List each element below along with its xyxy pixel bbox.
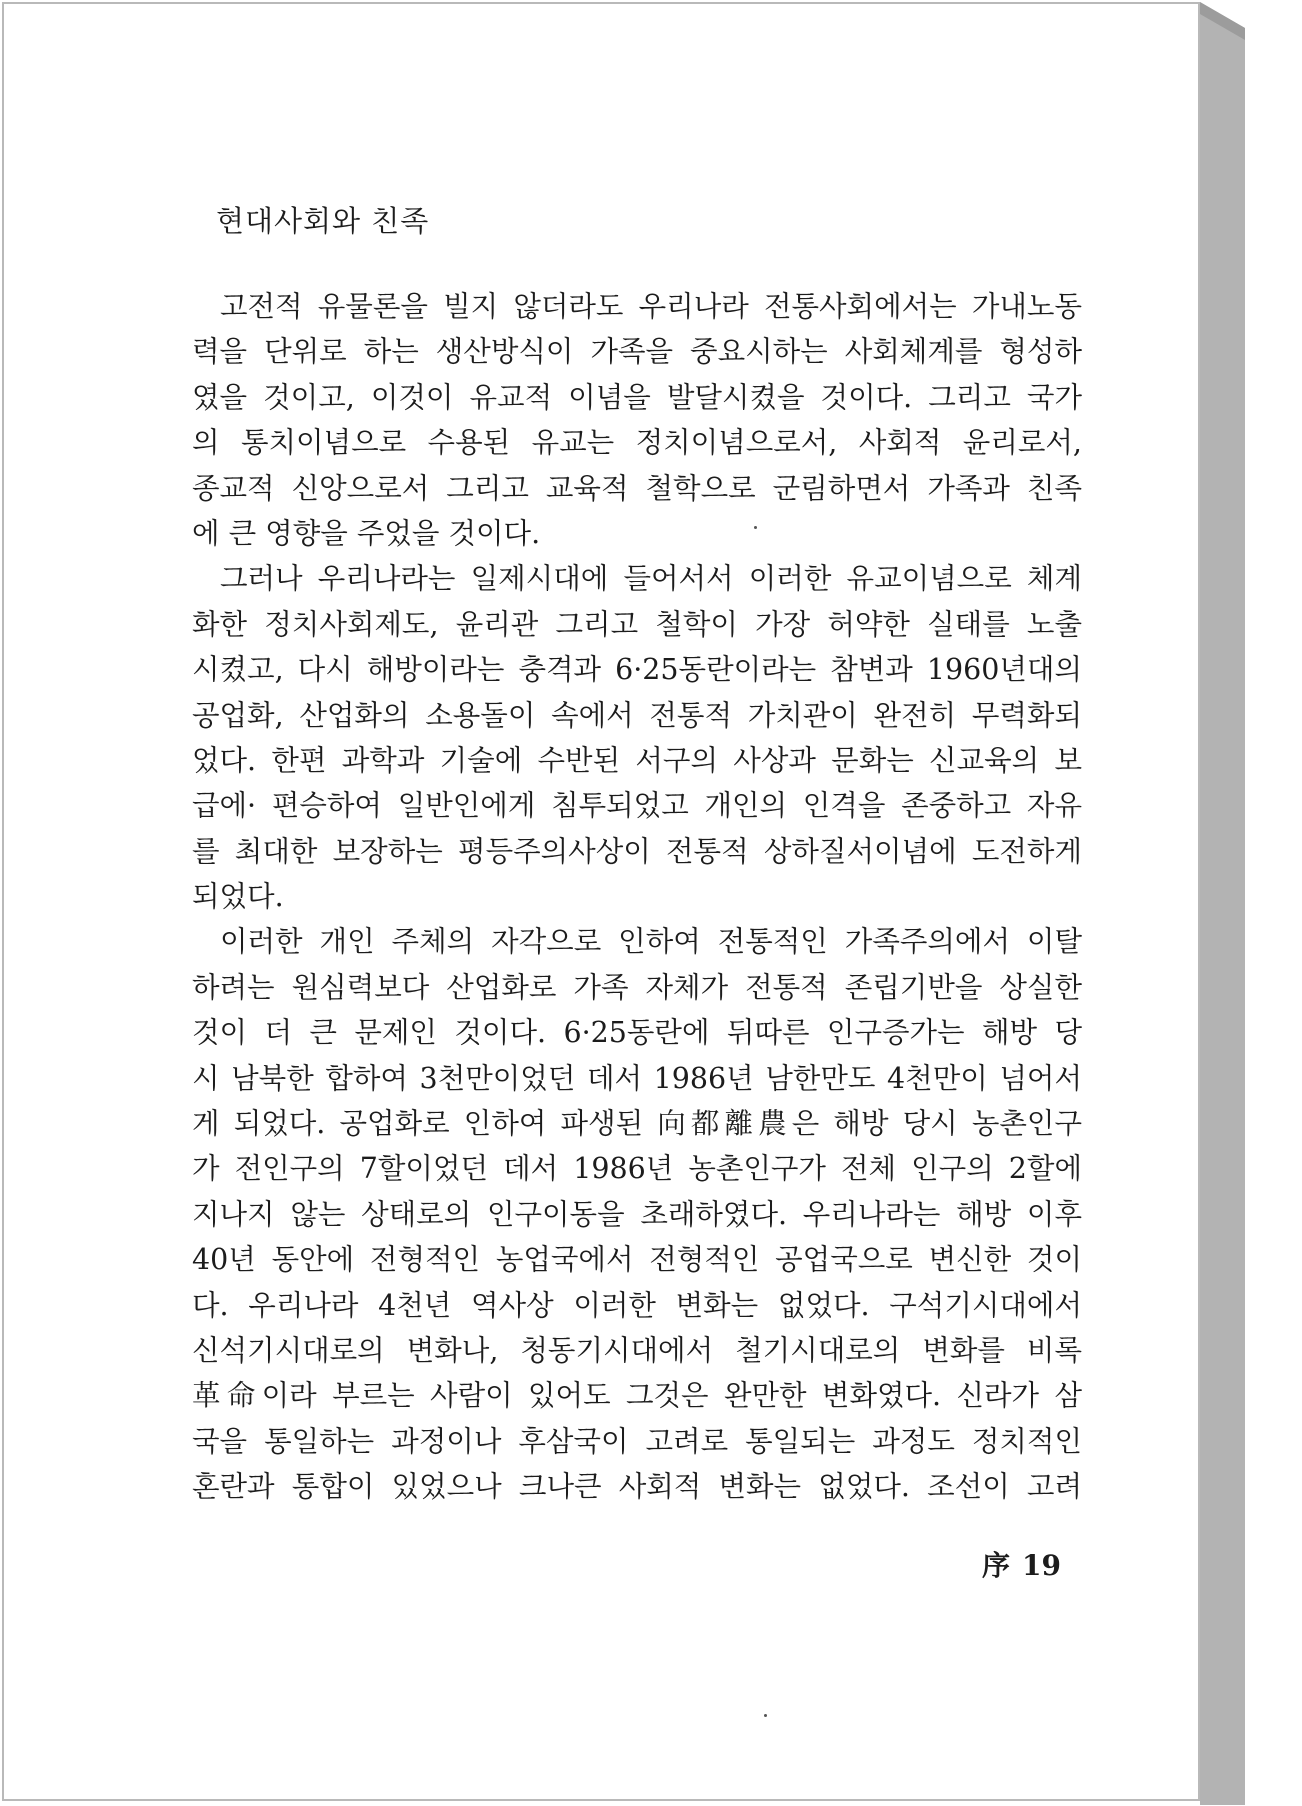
text-line: 지나지 않는 상태로의 인구이동을 초래하였다. 우리나라는 해방 이후 — [192, 1197, 1082, 1231]
text-line: 40년 동안에 전형적인 농업국에서 전형적인 공업국으로 변신한 것이 — [192, 1243, 1082, 1277]
print-speck — [764, 1714, 767, 1717]
text-line: 화한 정치사회제도, 윤리관 그리고 철학이 가장 허약한 실태를 노출 — [192, 607, 1082, 641]
text-line: 그러나 우리나라는 일제시대에 들어서서 이러한 유교이념으로 체계 — [220, 562, 1082, 596]
text-line: 시켰고, 다시 해방이라는 충격과 6·25동란이라는 참변과 1960년대의 — [192, 653, 1082, 687]
page-footer — [982, 1544, 1073, 1584]
text-line: 것이 더 큰 문제인 것이다. 6·25동란에 뒤따른 인구증가는 해방 당 — [192, 1016, 1082, 1050]
text-line: 의 통치이념으로 수용된 유교는 정치이념으로서, 사회적 윤리로서, — [192, 426, 1082, 460]
text-line: 시 남북한 합하여 3천만이었던 데서 1986년 남한만도 4천만이 넘어서 — [192, 1061, 1082, 1095]
text-line: 가 전인구의 7할이었던 데서 1986년 농촌인구가 전체 인구의 2할에 — [192, 1152, 1082, 1186]
page-number: 19 — [1022, 1549, 1061, 1582]
text-line: 에 큰 영향을 주었을 것이다. — [192, 516, 541, 550]
text-line: 다. 우리나라 4천년 역사상 이러한 변화는 없었다. 구석기시대에서 — [192, 1288, 1082, 1322]
text-line: 를 최대한 보장하는 평등주의사상이 전통적 상하질서이념에 도전하게 — [192, 834, 1082, 868]
text-line: 급에· 편승하여 일반인에게 침투되었고 개인의 인격을 존중하고 자유 — [192, 789, 1082, 823]
text-line: 이러한 개인 주체의 자각으로 인하여 전통적인 가족주의에서 이탈 — [220, 925, 1082, 959]
text-line: 국을 통일하는 과정이나 후삼국이 고려로 통일되는 과정도 정치적인 — [192, 1424, 1082, 1458]
text-line: 신석기시대로의 변화나, 청동기시대에서 철기시대로의 변화를 비록 — [192, 1333, 1082, 1367]
text-line: 게 되었다. 공업화로 인하여 파생된 向都離農은 해방 당시 농촌인구 — [192, 1107, 1082, 1141]
print-speck — [754, 526, 757, 529]
text-line: 하려는 원심력보다 산업화로 가족 자체가 전통적 존립기반을 상실한 — [192, 970, 1082, 1004]
text-line: 되었다. — [192, 880, 284, 914]
text-line: 고전적 유물론을 빌지 않더라도 우리나라 전통사회에서는 가내노동 — [220, 290, 1082, 323]
text-line: 革命이라 부르는 사람이 있어도 그것은 완만한 변화였다. 신라가 삼 — [192, 1379, 1082, 1413]
text-line: 공업화, 산업화의 소용돌이 속에서 전통적 가치관이 완전히 무력화되 — [192, 698, 1082, 732]
footer-label: 序 — [982, 1549, 1011, 1582]
text-line: 였을 것이고, 이것이 유교적 이념을 발달시켰을 것이다. 그리고 국가 — [192, 380, 1082, 414]
text-line: 었다. 한편 과학과 기술에 수반된 서구의 사상과 문화는 신교육의 보 — [192, 743, 1082, 777]
book-page — [2, 2, 1200, 1801]
section-title: 현대사회와 친족 — [216, 204, 430, 238]
text-line: 혼란과 통합이 있었으나 크나큰 사회적 변화는 없었다. 조선이 고려 — [192, 1470, 1082, 1504]
text-line: 종교적 신앙으로서 그리고 교육적 철학으로 군림하면서 가족과 친족 — [192, 471, 1082, 505]
text-line: 력을 단위로 하는 생산방식이 가족을 중요시하는 사회체계를 형성하 — [192, 335, 1082, 369]
body-text — [192, 284, 1082, 1510]
